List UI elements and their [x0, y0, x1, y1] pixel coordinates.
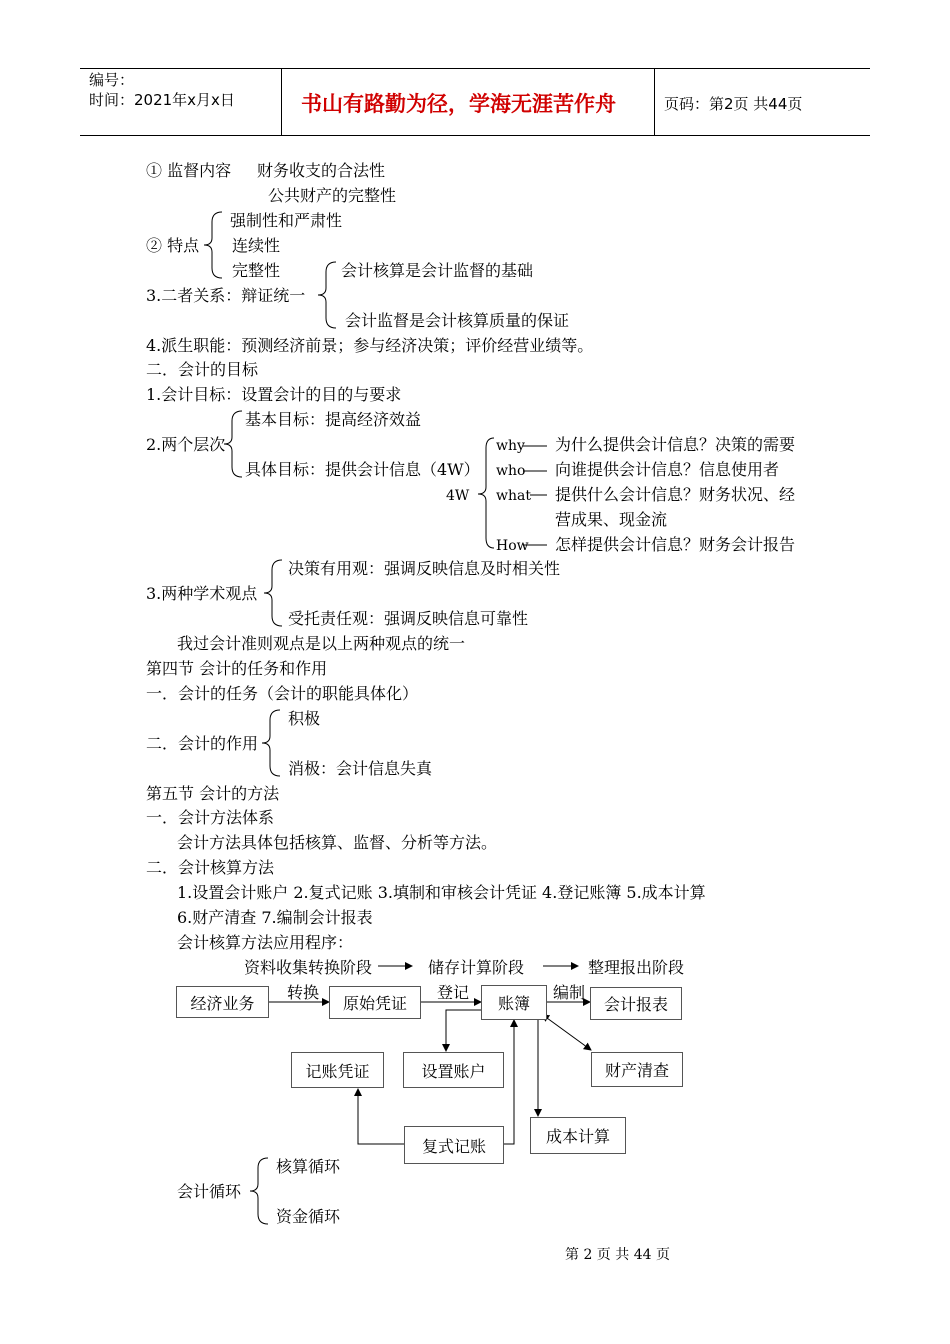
brace-cycle — [250, 1158, 268, 1224]
line-roles: 二．会计的作用 — [146, 734, 259, 753]
flow-box-ledger: 账簿 — [481, 985, 547, 1020]
brace-relation — [318, 262, 336, 328]
brace-views — [264, 560, 282, 626]
cycle-title: 会计循环 — [177, 1182, 242, 1201]
label-who: who — [496, 463, 526, 479]
line-accounting-basis: 会计核算是会计监督的基础 — [341, 261, 534, 280]
heading-section-5: 第五节 会计的方法 — [146, 784, 280, 803]
flow-box-set-account: 设置账户 — [403, 1052, 504, 1088]
flow-stage-collect: 资料收集转换阶段 — [244, 958, 373, 977]
brace-features — [204, 212, 222, 278]
flow-label-register: 登记 — [437, 983, 470, 1002]
line-integrity: 公共财产的完整性 — [268, 186, 397, 205]
flow-stage-store: 储存计算阶段 — [428, 958, 525, 977]
line-tasks: 一．会计的任务（会计的职能具体化） — [146, 684, 419, 703]
flow-label-compile: 编制 — [553, 983, 586, 1002]
flow-label-convert: 转换 — [287, 983, 320, 1002]
line-legality: 财务收支的合法性 — [257, 161, 386, 180]
brace-4w — [478, 438, 494, 548]
label-how: How — [496, 538, 529, 554]
line-accounting-methods: 二．会计核算方法 — [146, 858, 275, 877]
label-4w: 4W — [446, 488, 470, 504]
flow-box-voucher: 原始凭证 — [329, 986, 421, 1019]
line-two-views: 3.两种学术观点 — [146, 584, 258, 603]
flow-box-double-entry: 复式记账 — [404, 1126, 504, 1164]
line-stewardship: 受托责任观：强调反映信息可靠性 — [288, 609, 529, 628]
line-what-answer: 提供什么会计信息？财务状况、经 — [555, 485, 796, 504]
cycle-item-capital: 资金循环 — [276, 1207, 341, 1226]
brace-roles — [262, 710, 280, 776]
label-what: what — [496, 488, 531, 504]
flow-box-inventory: 财产清查 — [591, 1052, 683, 1087]
line-method-system: 一．会计方法体系 — [146, 808, 275, 827]
flow-box-report: 会计报表 — [590, 987, 682, 1020]
line-how-answer: 怎样提供会计信息？财务会计报告 — [555, 535, 796, 554]
line-why-answer: 为什么提供会计信息？决策的需要 — [555, 435, 796, 454]
heading-goals: 二．会计的目标 — [146, 360, 259, 379]
header-time-label: 时间：2021年x月x日 — [89, 91, 235, 109]
line-relation: 3.二者关系：辩证统一 — [146, 286, 306, 305]
line-positive: 积极 — [288, 709, 321, 728]
line-basic-goal: 基本目标：提高经济效益 — [245, 410, 422, 429]
line-supervision-content: ① 监督内容 — [146, 161, 232, 180]
heading-section-4: 第四节 会计的任务和作用 — [146, 659, 328, 678]
header-motto: 书山有路勤为径，学海无涯苦作舟 — [301, 92, 616, 116]
line-procedure: 会计核算方法应用程序： — [177, 933, 354, 952]
line-decision-useful: 决策有用观：强调反映信息及时相关性 — [288, 559, 561, 578]
header-page-info: 页码：第2页 共44页 — [664, 95, 803, 113]
brace-levels — [224, 411, 242, 477]
line-standards-view: 我过会计准则观点是以上两种观点的统一 — [177, 634, 466, 653]
line-continuity: 连续性 — [232, 236, 281, 255]
label-why: why — [496, 438, 525, 454]
line-methods-list-1: 1.设置会计账户 2.复式记账 3.填制和审核会计凭证 4.登记账簿 5.成本计算 — [177, 883, 706, 902]
line-what-answer-cont: 营成果、现金流 — [555, 510, 668, 529]
line-methods-list-2: 6.财产清查 7.编制会计报表 — [177, 908, 373, 927]
flow-box-cost-calc: 成本计算 — [530, 1117, 626, 1154]
line-negative: 消极：会计信息失真 — [288, 759, 433, 778]
line-goal-definition: 1.会计目标：设置会计的目的与要求 — [146, 385, 402, 404]
line-derived-functions: 4.派生职能：预测经济前景；参与经济决策；评价经营业绩等。 — [146, 336, 594, 355]
flow-box-journal-voucher: 记账凭证 — [291, 1052, 384, 1088]
line-two-levels: 2.两个层次 — [146, 435, 226, 454]
flow-box-business: 经济业务 — [176, 986, 269, 1018]
line-mandatory: 强制性和严肃性 — [230, 211, 343, 230]
header-number-label: 编号： — [89, 71, 135, 89]
line-supervision-guarantee: 会计监督是会计核算质量的保证 — [345, 311, 570, 330]
line-features: ② 特点 — [146, 236, 200, 255]
line-specific-goal: 具体目标：提供会计信息（4W） — [245, 460, 480, 479]
page-footer: 第 2 页 共 44 页 — [565, 1247, 670, 1263]
cycle-item-accounting: 核算循环 — [276, 1157, 341, 1176]
line-who-answer: 向谁提供会计信息？信息使用者 — [555, 460, 780, 479]
line-method-detail: 会计方法具体包括核算、监督、分析等方法。 — [177, 833, 498, 852]
line-completeness: 完整性 — [232, 261, 281, 280]
flow-stage-report: 整理报出阶段 — [588, 958, 685, 977]
